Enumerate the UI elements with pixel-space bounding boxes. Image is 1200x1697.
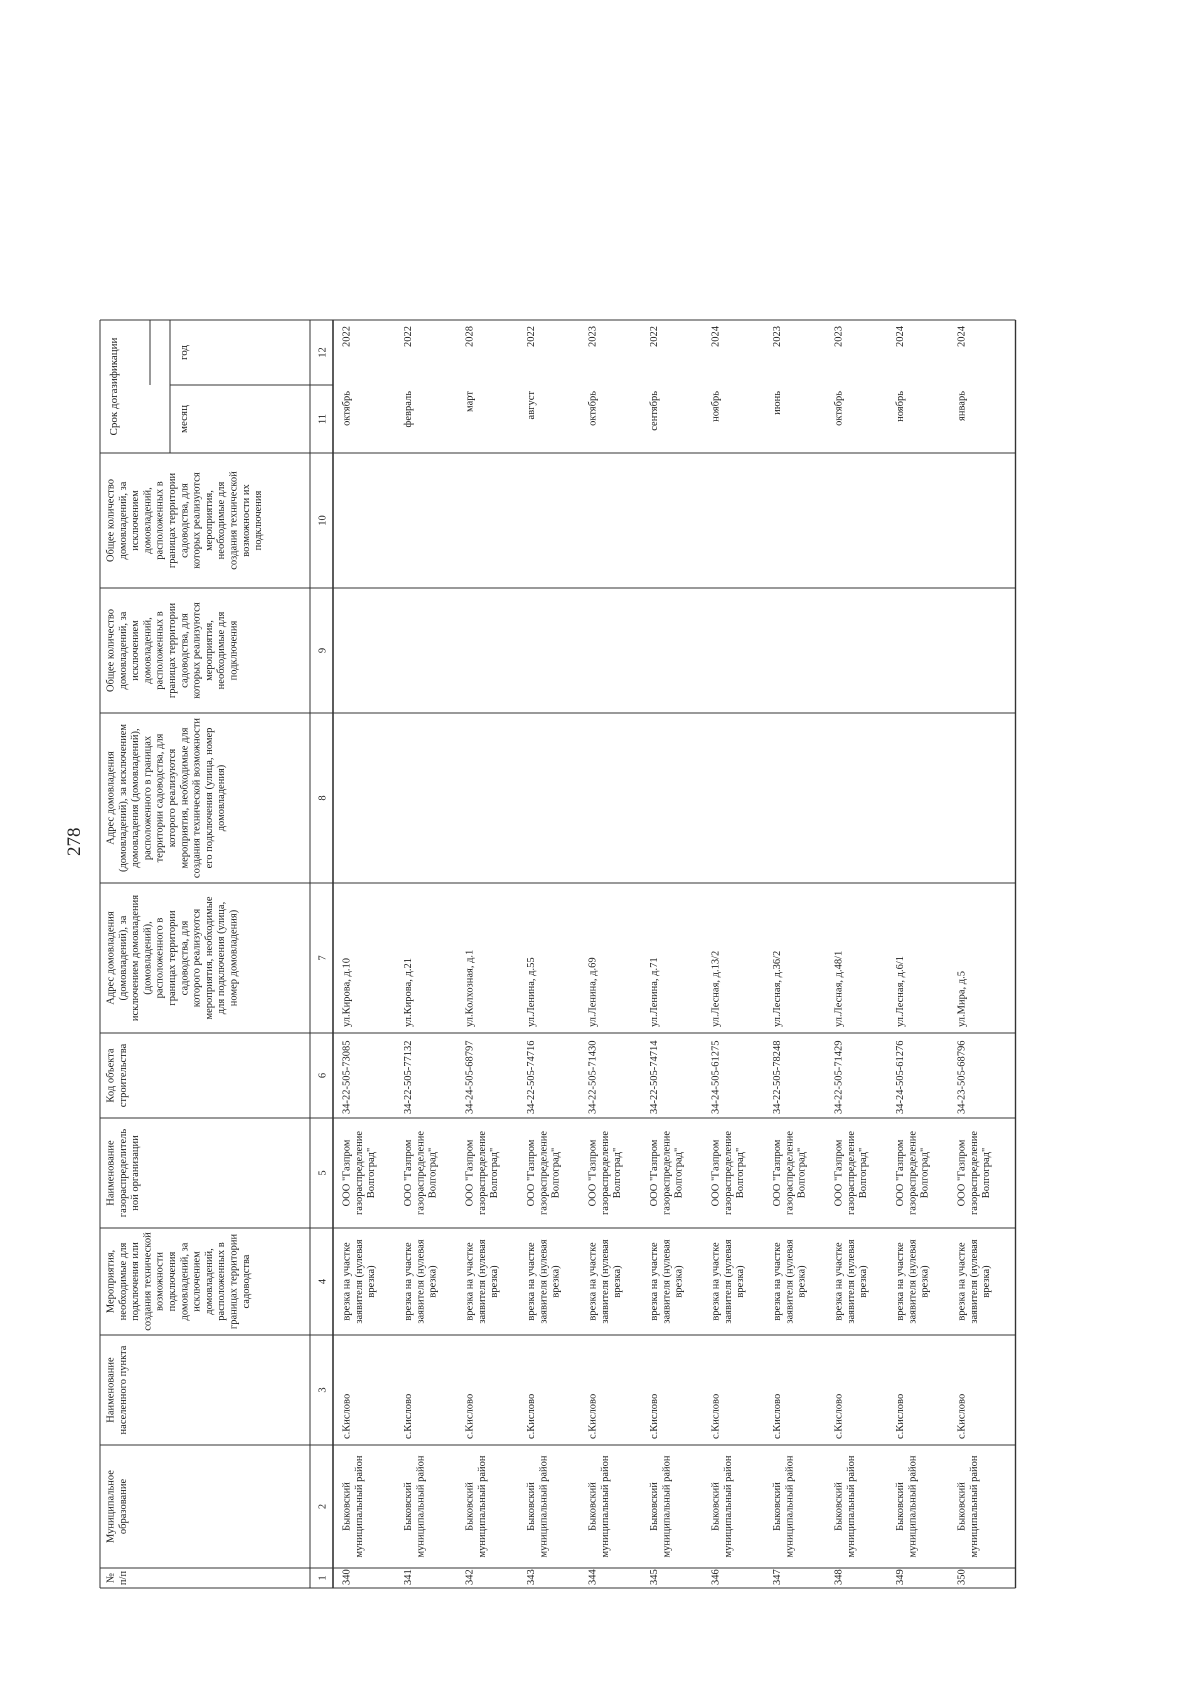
row-341-event: врезка на участкезаявителя (нулеваяврезка): [403, 1239, 439, 1324]
column-number: 1: [317, 1575, 329, 1581]
row-348-event: врезка на участкезаявителя (нулеваяврезка): [833, 1239, 870, 1324]
row-345-event: врезка на участкезаявителя (нулеваяврезка): [649, 1239, 685, 1324]
row-348-addr: ул.Лесная, д.48/1: [833, 950, 845, 1027]
row-350-mo: Быковскиймуниципальный район: [956, 1455, 980, 1558]
row-349-mo: Быковскиймуниципальный район: [895, 1455, 919, 1558]
row-347-year: 2023: [772, 326, 783, 347]
row-340-event: врезка на участкезаявителя (нулеваяврезка): [341, 1239, 378, 1324]
column-header-term: Срок догазификации: [108, 337, 120, 436]
row-349-code: 34-24-505-61276: [895, 1040, 906, 1114]
row-342-mo: Быковскиймуниципальный район: [464, 1455, 488, 1558]
column-header-10: Общее количестводомовладений, заисключениемдомовладений,расположенных вграницах территориисадоводства, длякоторых реализуютсямероприятия,необходимые длясоздания техническойвозможности ихподключения: [105, 471, 265, 570]
row-348-mo: Быковскиймуниципальный район: [833, 1455, 857, 1558]
row-346-addr: ул.Лесная, д.13/2: [710, 950, 722, 1027]
row-342-n: 342: [464, 1569, 476, 1585]
column-header-month: месяц: [178, 405, 190, 433]
row-340-mo: Быковскиймуниципальный район: [341, 1455, 365, 1558]
row-341-addr: ул.Кирова, д.21: [403, 958, 414, 1027]
column-number: 10: [317, 515, 329, 526]
column-header-1: №п/п: [105, 1570, 129, 1586]
row-346-n: 346: [710, 1569, 722, 1585]
row-340-org: ООО "ГазпромгазораспределениеВолгоград": [341, 1130, 378, 1216]
row-343-month: август: [526, 391, 537, 420]
row-350-addr: ул.Мира, д.5: [956, 971, 968, 1027]
row-345-org: ООО "ГазпромгазораспределениеВолгоград": [649, 1130, 685, 1216]
row-342-org: ООО "ГазпромгазораспределениеВолгоград": [464, 1130, 501, 1216]
row-347-month: июнь: [772, 391, 783, 415]
column-number: 8: [317, 795, 329, 801]
column-number: 11: [317, 413, 329, 425]
column-number: 7: [317, 955, 329, 961]
column-header-year: год: [178, 344, 190, 361]
row-345-np: с.Кислово: [649, 1393, 660, 1439]
row-343-event: врезка на участкезаявителя (нулеваяврезка): [526, 1239, 562, 1324]
column-header-7: Адрес домовладения(домовладений), заисключением домовладения(домовладений),расположенного вграницах территориисадоводства, длякоторого реализуютсямероприятия, необходимыедля подключения (улица,номер домовладения): [105, 894, 240, 1022]
row-349-month: ноябрь: [895, 391, 906, 422]
row-344-n: 344: [587, 1569, 599, 1585]
row-347-n: 347: [772, 1569, 783, 1585]
row-344-event: врезка на участкезаявителя (нулеваяврезка): [587, 1239, 624, 1324]
row-344-year: 2023: [587, 326, 599, 347]
row-346-month: ноябрь: [710, 391, 722, 422]
row-343-addr: ул.Ленина, д.55: [526, 957, 537, 1027]
row-343-year: 2022: [526, 326, 537, 347]
column-header-9: Общее количестводомовладений, заисключениемдомовладений,расположенных вграницах территориисадоводства, длякоторых реализуютсямероприятия,необходимые дляподключения: [105, 602, 240, 699]
gasification-table: [100, 320, 1016, 1588]
row-344-code: 34-22-505-71430: [587, 1040, 599, 1114]
column-header-3: Наименованиенаселенного пункта: [105, 1345, 129, 1435]
row-346-year: 2024: [710, 326, 722, 347]
row-340-code: 34-22-505-73085: [341, 1040, 353, 1114]
row-342-event: врезка на участкезаявителя (нулеваяврезка): [464, 1239, 501, 1324]
column-number: 12: [317, 347, 329, 358]
row-348-np: с.Кислово: [833, 1393, 845, 1439]
row-342-year: 2028: [464, 326, 476, 347]
row-347-event: врезка на участкезаявителя (нулеваяврезка): [772, 1239, 808, 1324]
row-349-n: 349: [895, 1569, 906, 1585]
row-348-org: ООО "ГазпромгазораспределениеВолгоград": [833, 1130, 870, 1216]
row-341-np: с.Кислово: [403, 1393, 414, 1439]
row-345-year: 2022: [649, 326, 660, 347]
page-number: 278: [64, 827, 85, 856]
column-number: 4: [317, 1278, 329, 1285]
row-349-year: 2024: [895, 326, 906, 347]
row-348-month: октябрь: [833, 391, 845, 426]
row-342-code: 34-24-505-68797: [464, 1040, 476, 1114]
row-340-np: с.Кислово: [341, 1393, 353, 1439]
row-350-np: с.Кислово: [956, 1393, 968, 1439]
row-340-n: 340: [341, 1569, 353, 1585]
column-header-6: Код объектастроительства: [105, 1043, 129, 1108]
row-340-year: 2022: [341, 326, 353, 347]
row-350-code: 34-23-505-68796: [956, 1040, 968, 1114]
row-343-code: 34-22-505-74716: [526, 1040, 537, 1114]
row-344-addr: ул.Ленина, д.69: [587, 957, 599, 1027]
row-349-org: ООО "ГазпромгазораспределениеВолгоград": [895, 1130, 931, 1216]
column-number: 3: [317, 1387, 329, 1393]
row-349-addr: ул.Лесная, д.6/1: [895, 955, 906, 1027]
row-350-event: врезка на участкезаявителя (нулеваяврезка): [956, 1239, 993, 1324]
column-number: 6: [317, 1072, 329, 1079]
row-347-code: 34-22-505-78248: [772, 1040, 783, 1114]
column-number: 2: [317, 1503, 329, 1510]
row-342-np: с.Кислово: [464, 1393, 476, 1439]
row-347-org: ООО "ГазпромгазораспределениеВолгоград": [772, 1130, 808, 1216]
row-343-np: с.Кислово: [526, 1393, 537, 1439]
row-345-n: 345: [649, 1569, 660, 1585]
row-341-org: ООО "ГазпромгазораспределениеВолгоград": [403, 1130, 439, 1216]
row-348-year: 2023: [833, 326, 845, 347]
row-340-addr: ул.Кирова, д.10: [341, 958, 353, 1027]
row-348-n: 348: [833, 1569, 845, 1585]
row-343-n: 343: [526, 1569, 537, 1585]
row-345-mo: Быковскиймуниципальный район: [649, 1455, 673, 1558]
row-344-org: ООО "ГазпромгазораспределениеВолгоград": [587, 1130, 624, 1216]
row-347-addr: ул.Лесная, д.36/2: [772, 950, 783, 1027]
column-number: 5: [317, 1170, 329, 1176]
row-345-addr: ул.Ленина, д.71: [649, 957, 660, 1027]
row-340-month: октябрь: [341, 391, 353, 426]
row-343-org: ООО "ГазпромгазораспределениеВолгоград": [526, 1130, 562, 1216]
row-345-month: сентябрь: [649, 391, 660, 431]
row-343-mo: Быковскиймуниципальный район: [526, 1455, 550, 1558]
row-349-np: с.Кислово: [895, 1393, 906, 1439]
row-347-mo: Быковскиймуниципальный район: [772, 1455, 796, 1558]
row-344-month: октябрь: [587, 391, 599, 426]
row-350-month: январь: [956, 391, 968, 421]
column-header-2: Муниципальноеобразование: [105, 1470, 129, 1543]
column-header-4: Мероприятия,необходимые дляподключения илисоздания техническойвозможностиподключениядомовладений, заисключениемдомовладений,расположенных вграницах территориисадоводства: [105, 1232, 252, 1331]
row-346-np: с.Кислово: [710, 1393, 722, 1439]
row-350-org: ООО "ГазпромгазораспределениеВолгоград": [956, 1130, 993, 1216]
row-347-np: с.Кислово: [772, 1393, 783, 1439]
column-header-8: Адрес домовладения(домовладений), за исключениемдомовладения (домовладений),расположенного в границахтерритории садоводства, длякоторого реализуютсямероприятия, необходимые длясоздания технической возможностиего подключения (улица, номердомовладения): [105, 717, 228, 879]
row-341-code: 34-22-505-77132: [403, 1040, 414, 1114]
row-349-event: врезка на участкезаявителя (нулеваяврезка): [895, 1239, 931, 1324]
row-346-org: ООО "ГазпромгазораспределениеВолгоград": [710, 1130, 747, 1216]
row-344-np: с.Кислово: [587, 1393, 599, 1439]
row-346-mo: Быковскиймуниципальный район: [710, 1455, 734, 1558]
row-346-event: врезка на участкезаявителя (нулеваяврезка): [710, 1239, 747, 1324]
row-344-mo: Быковскиймуниципальный район: [587, 1455, 611, 1558]
column-header-5: Наименованиегазораспределительной организации: [105, 1128, 142, 1218]
row-341-year: 2022: [403, 326, 414, 347]
row-342-addr: ул.Колхозная, д.1: [464, 949, 476, 1027]
row-345-code: 34-22-505-74714: [649, 1040, 660, 1114]
row-341-n: 341: [403, 1569, 414, 1585]
row-341-mo: Быковскиймуниципальный район: [403, 1455, 427, 1558]
row-341-month: февраль: [403, 391, 414, 428]
row-348-code: 34-22-505-71429: [833, 1040, 845, 1114]
row-350-n: 350: [956, 1569, 968, 1585]
row-342-month: март: [464, 391, 476, 412]
row-346-code: 34-24-505-61275: [710, 1040, 722, 1114]
column-number: 9: [317, 647, 329, 654]
row-350-year: 2024: [956, 326, 968, 347]
